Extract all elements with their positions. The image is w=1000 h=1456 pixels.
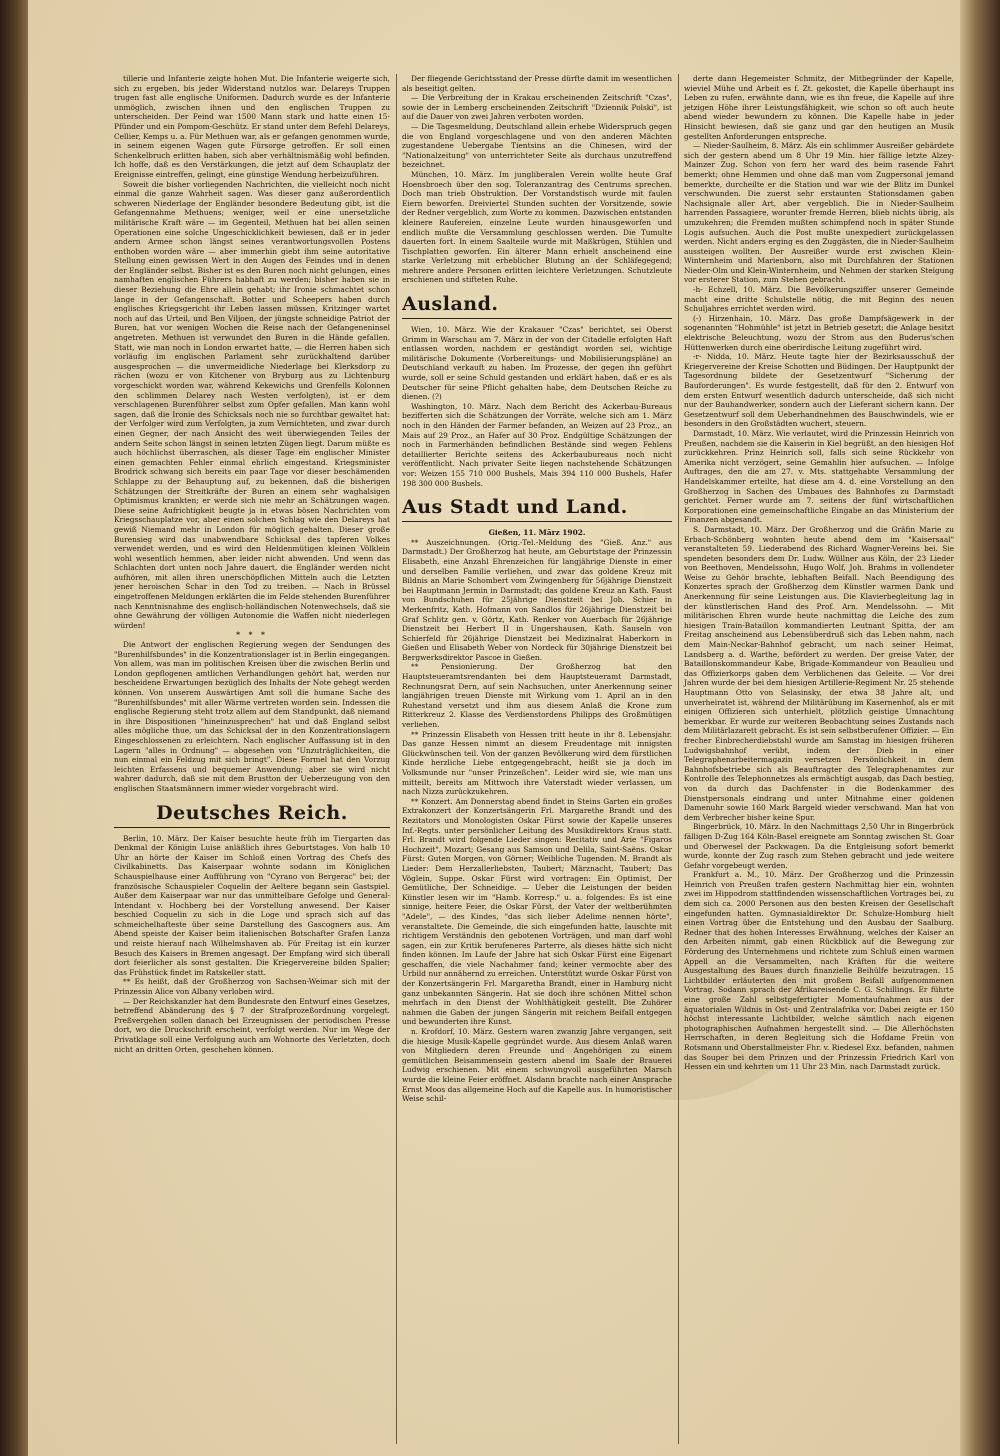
article-paragraph: Bingerbrück, 10. März. In den Nachmittags 2,50 Uhr in Bingerbrück fälligen D-Zug 164 Köln-Basel ereignete am Sonntag zwischen St. Goar und Oberwesel der Packwagen. Da die Entgleisung sofort bemerkt wurde, konnte der Zug rasch zum Stehen gebracht und jede weitere Gefahr vorgebeugt werden. xyxy=(684,822,954,870)
column-1 xyxy=(114,74,390,1444)
section-separator: * * * xyxy=(236,630,268,640)
article-paragraph: Der fliegende Gerichtsstand der Presse dürfte damit im wesentlichen als beseitigt gelten. xyxy=(402,74,672,93)
article-paragraph: Die Antwort der englischen Regierung wegen der Sendungen des "Burenhilfsbundes" in die Konzentrationslager ist in Berlin eingegangen. Von allem, was man im politischen Kreisen über die zwischen Berlin und London gepflogenen amtlichen Verhandlungen gehört hat, werden nur bescheidene Erwartungen bezüglich des Inhalts der Note gehegt werden können. Von unserem Auswärtigen Amt soll die humane Sache des "Burenhilfsbundes" mit aller Wärme vertreten worden sein. Indessen die englische Regierung steht trotz allem auf dem Standpunkt, daß niemand in ihre Dispositionen "hineinzusprechen" hat und daß England selbst alles mögliche thue, um das Schicksal der in den Konzentrationslagern Eingeschlossenen zu erleichtern. Nach englischer Auffassung ist in den Lagern "alles in Ordnung" — abgesehen von "Unzuträglichkeiten, die nun einmal ein Feldzug mit sich bringt". Diese Formel hat den Vorzug leichten Erfassens und bequemer Anwendung; aber sie wird nicht wahrer dadurch, daß sie mit dem Brustton der Ueberzeugung von den englischen Staatsmännern immer wieder vorgebracht wird. xyxy=(114,640,390,793)
column-3 xyxy=(678,74,954,1444)
article-paragraph: -h- Echzell, 10. März. Die Bevölkerungsziffer unserer Gemeinde macht eine dritte Schulstelle nötig, die mit Beginn des neuen Schuljahres errichtet werden wird. xyxy=(684,285,954,314)
newspaper-page xyxy=(28,0,960,1456)
article-paragraph: — Der Reichskanzler hat dem Bundesrate den Entwurf eines Gesetzes, betreffend Abänderung des § 7 der Strafprozeßordnung vorgelegt. Preßvergehen sollen danach bei Erzeugnissen der periodischen Presse dort, wo die Druckschrift erscheint, verfolgt werden. Nur im Wege der Privatklage soll eine Verfolgung auch am Wohnorte des Verletzten, doch nicht an dritten Orten, geschehen können. xyxy=(114,996,390,1054)
section-heading-ausland: Ausland. xyxy=(402,293,672,319)
dateline: Gießen, 11. März 1902. xyxy=(488,528,586,538)
article-paragraph: Washington, 10. März. Nach dem Bericht des Ackerbau-Bureaus bezifferten sich die Schätzungen der Vorräte, welche sich am 1. März noch in den Händen der Farmer befanden, an Weizen auf 23 Proz., an Mais auf 29 Proz., an Hafer auf 30 Proz. Endgültige Schätzungen der noch in Farmerhänden befindlichen Bestände sind wegen Fehlens detaillierter Berichte seitens des Ackerbaubureaus noch nicht veröffentlicht. Nach privater Seite liegen nachstehende Schätzungen vor: Weizen 155 710 000 Bushels, Mais 394 110 000 Bushels, Hafer 198 300 000 Bushels. xyxy=(402,401,672,488)
article-columns xyxy=(114,74,954,1444)
article-paragraph: — Nieder-Saulheim, 8. März. Als ein schlimmer Ausreißer gebärdete sich der gestern abend um 8 Uhr 19 Min. hier fällige letzte Alzey-Mainzer Zug. Schon von fern her ward des beim rasende Fahrt bemerkt; ohne Hemmen und ohne daß man vom Zugpersonal jemand bemerkte, durcheilte er die Station und war wie der Blitz im Dunkel verschwunden. Die zuerst sehr erstaunten Stationsdamen gaben Nachsignale aller Art, aber vergeblich. Die in Nieder-Saulheim harrenden Passagiere, worunter fremde Herren, blieb nichts übrig, als umzukehren; die Fremden mußten schimpfend noch in später Stunde Logis aufsuchen. Auch die Post mußte unexpediert zurückgelassen werden. Nicht anders erging es den Zuggästen, die in Nieder-Saulheim aussteigen wollten. Der Ausreißer wurde erst zwischen Klein-Winternheim und Marienborn, also mit Durchfahren der Stationen Nieder-Olm und Klein-Winternheim, und Nehmen der starken Steigung vor ersterer Station, zum Stehen gebracht. xyxy=(684,141,954,285)
article-paragraph: S. Darmstadt, 10. März. Der Großherzog und die Gräfin Marie zu Erbach-Schönberg wohnten heute abend dem im "Kaisersaal" veranstalteten 59. Liederabend des Richard Wagner-Vereins bei. Sie spendeten besonders dem Dr. Ludw. Wüllner aus Köln, der 23 Lieder von Beethoven, Mendelssohn, Hugo Wolf, Joh. Brahms in vollendeter Weise zu Gehör brachte, lebhaften Beifall. Nach Beendigung des Konzertes sprach der Großherzog dem Künstler warmen Dank und Anerkennung für seine Leistungen aus. Die Klavierbegleitung lag in der künstlerischen Hand des Prof. Arn. Mendelssohn. — Mit militärischen Ehren wurde heute nachmittag die Leiche des zum hiesigen Train-Bataillon kommandierten Leutnant Spitta, der am Freitag anscheinend aus Lebensüberdruß sich das Leben nahm, nach dem Main-Neckar-Bahnhof gebracht, um nach seiner Heimat, Landsberg a. d. Warthe, befördert zu werden. Der greise Vater, der Bataillonskommandeur Kabe, Brigade-Kommandeur von Beaulieu und das Offizierkorps gaben dem Verblichenen das Geleite. — Vor drei Jahren wurde der bei dem hiesigen Artillerie-Regiment Nr. 25 stehende Hauptmann Otto von Selasinsky, der etwa 38 Jahre alt, und unverheiratet ist, während der Militärübung im Kasernenhof, als er mit einigen Offizieren sich unterhielt, plötzlich geistige Umnachtung bemerkbar. Er wurde zur weiteren Beobachtung seines Zustands nach dem Militärlazarett gebracht. Es ist sein selbstberufener Offizier. — Ein frecher Einbrecherdiebstahl wurde am Samstag im hiesigen früheren Ludwigsbahnhof verübt, indem der Dieb in einer Telegraphenarbeitermagazin versetzen Persönlichkeit in dem Bahnhofsbetriebe sich als Beauftragter des Telegraphenamtes zur Kontrolle des Telephonnetzes als ermächtigt ausgab, das Dach bestieg, von da durch das Dachfenster in die Bodenkammer des Dienstpersonals eindrang und unter Mitnahme einer goldenen Damenuhr sowie 160 Mark Bargeld wieder verschwand. Man hat von dem Verbrecher bisher keine Spur. xyxy=(684,524,954,822)
article-paragraph: Wien, 10. März. Wie der Krakauer "Czas" berichtet, sei Oberst Grimm in Warschau am 7. März in der von der Citadelle erfolgten Haft entlassen worden, nachdem er geständigt worden sei, wichtige militärische Dokumente (Vorbereitungs- und Mobilisierungspläne) an Deutschland verkauft zu haben. Im Prozesse, der gegen ihn geführt wurde, soll er seine Schuld gestanden und erklärt haben, daß er es als Deutscher für seine Pflicht gehalten habe, dem Deutschen Reiche zu dienen. (?) xyxy=(402,325,672,402)
article-paragraph: ** Auszeichnungen. (Orig.-Tel.-Meldung des "Gieß. Anz." aus Darmstadt.) Der Großherzog hat heute, am Geburtstage der Prinzessin Elisabeth, eine Anzahl Ehrenzeichen für langjährige Dienste in einer und derselben Familie verliehen, und zwar das goldene Kreuz mit Bildnis an Marie Schombert vom Zwingenberg für 56jährige Dienstzeit bei Hauptmann Jermin in Darmstadt; das goldene Kreuz an Kath. Faust von Bundschuhen für 25jährige Dienstzeit bei Joh. Schier in Merkenfritz, Kath. Hofmann von Sandlos für 26jährige Dienstzeit bei Graf Schlitz gen. v. Görtz, Kath. Renker von Auerbach für 26jährige Dienstzeit bei Herbert II in Ungershausen, Kath. Sauseln von Schierfeld für 26jährige Dienstzeit bei Medizinalrat Haberkorn in Gießen und Elisabeth Weber von Nordeck für 30jährige Dienstzeit bei Bergwerksdirektor Pascoe in Gießen. xyxy=(402,537,672,662)
article-paragraph: tillerie und Infanterie zeigte hohen Mut. Die Infanterie weigerte sich, sich zu ergeben, bis jeder Widerstand nutzlos war. Delareys Truppen trugen fast alle englische Uniformen. Dadurch wurde es der Infanterie unmöglich, zwischen ihnen und den englischen Truppen zu unterscheiden. Der Feind war 1500 Mann stark und hatte einen 15-Pfünder und ein Pompom-Geschütz. Er stand unter dem Befehl Delareys, Cellier, Kemps u. a. Für Methuen war, als er gefangen genommen wurde, in seinem eigenen Wagen gute Fürsorge getroffen. Er soll einen Schenkelbruch erlitten haben, sich aber verhältnismäßig wohl befinden. Ich hoffe, daß es den Verstärkungen, die jetzt auf dem Schauplatz der Ereignisse eintreffen, gelingt, eine günstige Wendung herbeizuführen. xyxy=(114,74,390,179)
article-paragraph: -r- Nidda, 10. März. Heute tagte hier der Bezirksausschuß der Kriegervereine der Kreise Schotten und Büdingen. Der Hauptpunkt der Tagesordnung bildete der Gesetzentwurf "Sicherung der Bauforderungen". Es wurde festgestellt, daß für den 2. Entwurf von dem ersten Entwurf wesentlich dadurch unterscheide, daß sich nicht nur der Bauhandwerker, sondern auch der Lieferant sichern kann. Der Gesetzentwurf soll dem Ueberhandnehmen des Bauschwindels, wie er besonders in den Großstädten wuchert, steuern. xyxy=(684,352,954,429)
article-paragraph: (-) Hirzenhain, 10. März. Das große Dampfsägewerk in der sogenannten "Hohmühle" ist jetzt in Betrieb gesetzt; die Anlage besitzt elektrische Beleuchtung, wozu der Strom aus den Buderus'schen Hüttenwerken durch eine oberirdische Leitung zugeführt wird. xyxy=(684,313,954,352)
article-paragraph: ** Pensionierung. Der Großherzog hat den Hauptsteueramtsrendanten bei dem Hauptsteueramt Darmstadt, Rechnungsrat Dern, auf sein Nachsuchen, unter Anerkennung seiner langjährigen treuen Dienste mit Wirkung vom 1. April an in den Ruhestand versetzt und ihm aus diesem Anlaß die Krone zum Ritterkreuz 2. Klasse des Verdienstordens Philipps des Großmütigen verliehen. xyxy=(402,662,672,730)
article-paragraph: — Die Verbreitung der in Krakau erscheinenden Zeitschrift "Czas", sowie der in Lemberg erscheinenden Zeitschrift "Dziennik Polski", ist auf die Dauer von zwei Jahren verboten worden. xyxy=(402,93,672,122)
section-heading-deutsches-reich: Deutsches Reich. xyxy=(114,802,390,828)
article-paragraph: Soweit die bisher vorliegenden Nachrichten, die vielleicht noch nicht einmal die ganze Wahrheit sagen. Was dieser ganz außerordentlich schweren Niederlage der Engländer besondere Bedeutung gibt, ist die Gefangennahme Methuens; weniger, weil er eine unersetzliche militärische Kraft wäre — im Gegenteil, Methuen hat bei allen seinen Operationen eine solche Ungeschicklichkeit bewiesen, daß er in jeder andern Armee schon längst seines verantwortungsvollen Postens enthoben worden wäre — aber immerhin giebt ihm seine autoritative Stellung einen gewissen Wert in den Augen des Feindes und in denen der Engländer selbst. Bisher ist es den Buren noch nicht gelungen, eines namhaften englischen Führers habhaft zu werden; bisher haben sie in dieser Beziehung die Ehre allein gehabt; ihr Ironie schmachtet schon lange in der Gefangenschaft. Botter und Scheepers haben durch englisches Kriegsgericht ihr Leben lassen müssen, Kritzinger wartet noch auf das Urteil, und Ben Viljoen, der jüngste schneidige Patriot der Buren, hat vor wenigen Wochen die Reise nach der Gefangeneninsel angetreten. Methuen ist verwundet den Buren in die Hände gefallen. Statt, wie man noch in London erwartet hatte, — die Herren haben sich vorläufig im englischen Parlament sehr zurückhaltend darüber ausgesprochen — die unvermeidliche Niederlage bei Klerksdorp zu rächen (wozu er von Kitchener von Bryburg aus zu Lichtenburg vorgeschickt worden war, während Kekewichs und Grenfells Kolonnen den schlimmen Delarey nach Westen verfolgten), ist er dem verschlagenen Burenführer selbst zum Opfer gefallen. Man kann wohl sagen, daß die Ironie des Schicksals noch nie so furchtbar gewaltet hat: der Verfolger wird zum Verfolgten, ja zum Vernichteten, und zwar durch einen Gegner, der nach Ansicht des weit überwiegenden Teiles der andern Seite schon längst in seinen letzten Zügen liegt. Darum müßte es auch höchlichst überraschen, als dieser Tage ein englischer Minister einen gemachten Fehler einmal ehrlich eingestand. Kriegsminister Brodrick schwang sich bereits ein paar Tage vor dieser beschämenden Schlappe zu der Behauptung auf, zu bekennen, daß die bisherigen Schätzungen der Streitkräfte der Buren an einem sehr waghalsigen Optimismus krankten; er werde sich nie mehr an Schätzungen wagen. Diese seine Aufrichtigkeit beugte ja in etwas bösen Nachrichten vom Kriegsschauplatze vor, aber einen solchen Schlag wie den Delareys hat gewiß Niemand mehr in London für möglich gehalten. Dieser große Burensieg wird das unabwendbare Schicksal des tapferen Volkes verwendet werden, und es wird den Heldenmütigen kleinen Völklein wohl wesentlich hemmen, aber leider nicht abwenden. Und wenn das Schlachten dort unten noch Jahre dauert, die Engländer werden nicht aufhören, mit allen ihren unerschöpflichen Mitteln auch die Letzten jener heroischen Schar in den Tod zu treiben. — Nach in Brüssel eingetroffenen Meldungen erklärten die im Felde stehenden Burenführer nach Kenntnisnahme des englisch-holländischen Notenwechsels, daß sie ohne Gewährung der völligen Autonomie die Waffen nicht niederlegen würden! xyxy=(114,179,390,630)
article-paragraph: ** Es heißt, daß der Großherzog von Sachsen-Weimar sich mit der Prinzessin Alice von Albany verloben wird. xyxy=(114,977,390,997)
article-paragraph: derte dann Hegemeister Schmitz, der Mitbegründer der Kapelle, wieviel Mühe und Arbeit es f. Zt. gekostet, die Kapelle überhaupt ins Leben zu rufen, erwähnte dann, wie es ihn freue, die Kapelle auf ihre jetzigen Höhe ihrer Leistungsfähigkeit, wie schon so oft auch heute abend wieder bewundern zu können. Die Kapelle habe in jeder Hinsicht bewiesen, daß sie ganz und gar den heutigen an Musik gestellten Anforderungen entspreche. xyxy=(684,74,954,141)
binding-edge-left xyxy=(0,0,28,1456)
section-heading-aus-stadt-und-land: Aus Stadt und Land. xyxy=(402,496,672,522)
article-paragraph: ** Prinzessin Elisabeth von Hessen tritt heute in ihr 8. Lebensjahr. Das ganze Hessen nimmt an diesem Freudentage mit innigsten Glückwünschen teil. Von der ganzen Bevölkerung wird dem fürstlichen Kinde herzliche Liebe entgegengebracht, heißt sie ja doch im Volksmunde nur "unser Prinzeßchen". Leider wird sie, wie man uns mitteilt, bereits am Mittwoch ihre Vaterstadt wieder verlassen, um nach Nizza zurückzukehren. xyxy=(402,729,672,797)
article-paragraph: Darmstadt, 10. März. Wie verlautet, wird die Prinzessin Heinrich von Preußen, nachdem sie die Kaiserin in Kiel begrüßt, an den hiesigen Hof zurückkehren. Prinz Heinrich soll, falls sich seine Rückkehr von Amerika nicht verzögert, seine Gemahlin hier aufsuchen. — Infolge Auftrages, den die am 27. v. Mts. stattgehabte Versammlung der Handelskammer erteilte, hat diese am 4. d. eine Vorstellung an den Großherzog in Sachen des Umbaues des Bahnhofes zu Darmstadt gerichtet. Ferner wurde am 7. seitens der fünf wirtschaftlichen Korporationen eine gemeinschaftliche Eingabe an das Ministerium der Finanzen abgesandt. xyxy=(684,428,954,525)
binding-edge-right xyxy=(960,0,1000,1456)
article-paragraph: Berlin, 10. März. Der Kaiser besuchte heute früh im Tiergarten das Denkmal der Königin Luise anläßlich ihres Geburtstages. Von halb 10 Uhr an hörte der Kaiser im Schloß einen Vortrag des Chefs des Civilkabinetts. Das Kaiserpaar wohnte sodann im Königlichen Schauspielhause einer Aufführung von "Cyrano von Bergerac" bei; der französische Schauspieler Coquelin der Aeltere begann sein Gastspiel. Außer dem Kaiserpaar war nur das unmittelbare Gefolge und General-Intendant v. Hochberg bei der Vorstellung anwesend. Der Kaiser beschied Coquelin zu sich in die Loge und sprach sich auf das schmeichelhafteste über seine Darstellung des Gascogners aus. Am Abend speiste der Kaiser beim italienischen Botschafter Grafen Lanza und reiste hierauf nach Wilhelmshaven ab. Für Freitag ist ein kurzer Besuch des Kaisers in Bremen angesagt. Der Empfang wird sich überall dort feierlicher als sonst gestalten. Die Kriegervereine bilden Spalier; das Frühstück findet im Ratskeller statt. xyxy=(114,833,390,977)
column-2 xyxy=(396,74,672,1444)
article-paragraph: ** Konzert. Am Donnerstag abend findet in Steins Garten ein großes Extrakonzert der Konzertsängerin Frl. Margarethe Brandt und des Rezitators und Monologisten Oskar Fürst sowie der Kapelle unseres Inf.-Regts. unter persönlicher Leitung des Musikdirektors Kraus statt. Frl. Brandt wird folgende Lieder singen: Recitativ und Arie "Figaros Hochzeit", Mozart; Gesang aus Samson und Delila, Saint-Saëns. Oskar Fürst: Guten Morgen, von Görner; Weibliche Tugenden. M. Brandt als Lieder: Dem Herzallerliebsten, Taubert; Märznacht, Taubert; Das Vöglein, Suppe. Oskar Fürst wird vortragen: Ein Optimist, Der Gemütliche, Der Schneidige. — Ueber die Leistungen der beiden Künstler lesen wir im "Hamb. Korresp." u. a. folgendes: Es ist eine sinnige, heitere Feier, die Oskar Fürst, der Vater der weltberühmten "Adele", — des Kindes, "das sich lieber Adelime nennen hörte", veranstaltete. Die Gemeinde, die sich eingefunden hatte, lauschte mit richtigem Verständnis den gebotenen Vorträgen, und man darf wohl sagen, ein zur Kritik berufeneres Parterre, als dieses hätte sich nicht finden können. Im Laufe der Jahre hat sich Oskar Fürst eine Eigenart geschaffen, die viele Nachahmer fand; keiner vermochte aber des Urbild nur annähernd zu erreichen. Unterstützt wurde Oskar Fürst von der Konzertsängerin Frl. Margaretha Brandt, einer in Hamburg nicht ganz unbekannten Sängerin. Hat sie doch ihre schönen Mittel schon mehrfach in den Dienst der Wohlthätigkeit gestellt. Die Zuhörer nahmen die Gaben der jungen Sängerin mit reichem Beifall entgegen und bewunderten ihre Kunst. xyxy=(402,796,672,1027)
article-paragraph: München, 10. März. Im jungliberalen Verein wollte heute Graf Hoensbroech über den sog. Toleranzantrag des Centrums sprechen. Doch man trieb Obstruktion. Der Vorstandstisch wurde mit faulen Eiern beworfen. Dreiviertel Stunden suchten der Vorsitzende, sowie der Redner vergeblich, zum Worte zu kommen. Dazwischen entstanden kleinere Raufereien, einzelne Leute wurden hinausgeworfen und endlich mußte die Versammlung geschlossen werden. Die Tumulte dauerten fort. In einem Saalteile wurde mit Maßkrügen, Stühlen und Tischplatten geworfen. Ein älterer Mann erhielt anscheinend eine starke Verletzung mit erheblicher Blutung an der Schläfegegend; mehrere andere Personen erlitten leichtere Verletzungen. Schutzleute erschienen und stifteten Ruhe. xyxy=(402,169,672,285)
article-paragraph: Frankfurt a. M., 10. März. Der Großherzog und die Prinzessin Heinrich von Preußen trafen gestern Nachmittag hier ein, wohnten zwei im Hippodrom stattfindenden wissenschaftlichen Vortrages bei, zu dem sich ca. 2000 Personen aus den besten Kreisen der Gesellschaft eingefunden hatten. Gymnasialdirektor Dr. Schulze-Homburg hielt einen Vortrag über die Entstehung und den Ausbau der Saalburg. Redner that des hohen Interesses Erwähnung, welches der Kaiser an den Arbeiten nimmt, gab einen Rückblick auf die Bewegung zur Förderung des Unternehmens und richtete zum Schluß einen warmen Appell an die Versammelten, nach Kräften für die weitere Ausgestaltung des Baues durch finanzielle Beihülfe beizutragen. 15 Lichtbilder erläuterten den mit großem Beifall aufgenommenen Vortrag. Sodann sprach der Afrikareisende C. G. Schillings. Er führte eine große Zahl selbstgefertigter Momentaufnahmen aus der äquatorialen Wildnis in Ost- und Zentralafrika vor. Dabei zeigte er 150 höchst interessante Lichtbilder, welche sämtlich nach eigenen photographischen Aufnahmen hergestellt sind. — Die Allerhöchsten Herrschaften, in deren Begleitung sich die Hofdame Freiin von Rotsmann und Oberstallmeister Fhr. v. Riedesel Exz. befanden, nahmen das Souper bei dem Prinzen und der Prinzessin Friedrich Karl von Hessen ein und kehrten um 11 Uhr 23 Min. nach Darmstadt zurück. xyxy=(684,870,954,1072)
article-paragraph: n. Krofdorf, 10. März. Gestern waren zwanzig Jahre vergangen, seit die hiesige Musik-Kapelle gegründet wurde. Aus diesem Anlaß waren von Mitgliedern deren Freunde und Angehörigen zu einem gemütlichen Beisammensein gestern abend im Saale der Brauerei Ludwig erschienen. Mit einem schwungvoll ausgeführten Marsch wurde die kleine Feier eröffnet. Alsdann brachte nach einer Ansprache Ernst Moos das allgemeine Hoch auf die Kapelle aus. In humoristischer Weise schil- xyxy=(402,1027,672,1104)
article-paragraph: — Die Tagesmeldung, Deutschland allein erhebe Widerspruch gegen die von England vorgeschlagene und von den anderen Mächten zugestandene Uebergabe Tientsins an die Chinesen, wird der "Nationalzeitung" von unterrichteter Seite als durchaus unzutreffend bezeichnet. xyxy=(402,121,672,170)
